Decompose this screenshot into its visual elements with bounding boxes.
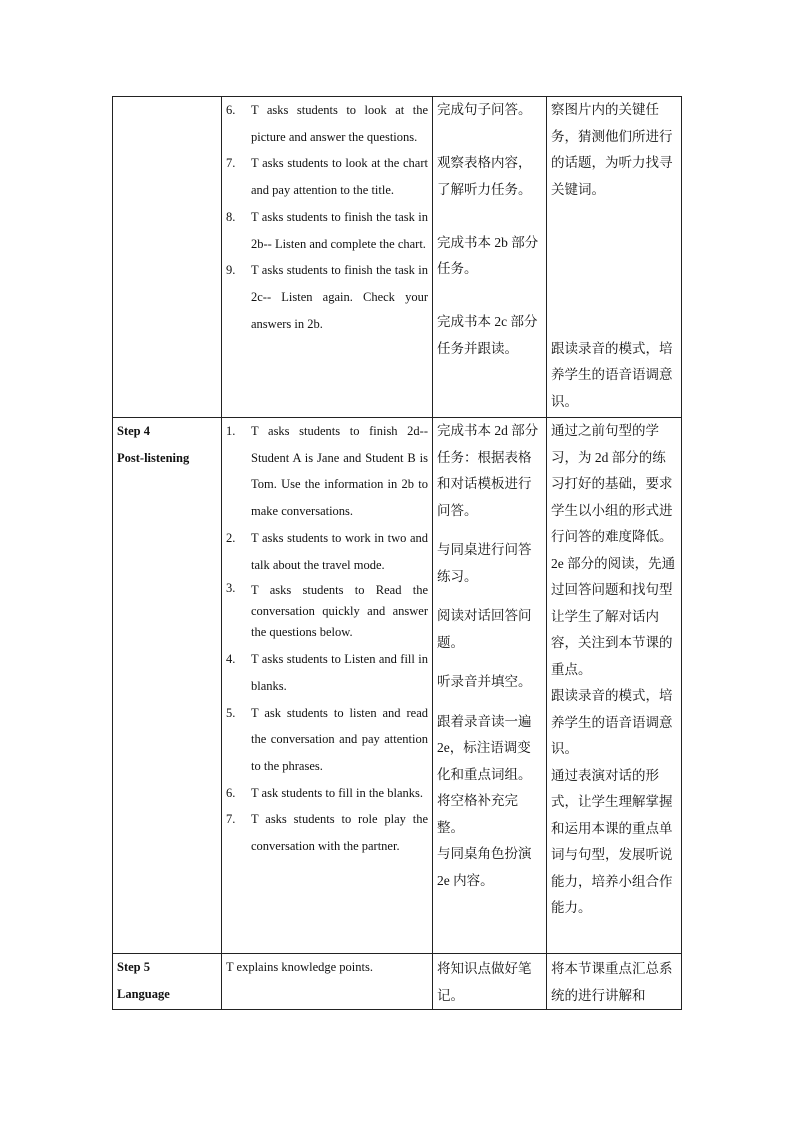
teacher-tasks-cell <box>222 97 433 418</box>
activity-text: 跟着录音读一遍 2e，标注语调变化和重点词组。 <box>437 713 532 782</box>
list-item <box>226 780 428 807</box>
activity-text: 完成书本 2c 部分任务并跟读。 <box>437 314 538 356</box>
design-purpose-cell <box>547 418 682 954</box>
task-text: T explains knowledge points. <box>226 960 373 974</box>
activity-text: 观察表格内容，了解听力任务。 <box>437 155 532 197</box>
activity-text: 完成书本 2d 部分任务：根据表格和对话模板进行问答。 <box>437 423 539 518</box>
item-text: T asks students to finish 2d-- Student A is Jane and Student B is Tom. Use the information in 2b to make conversations. <box>251 424 428 519</box>
item-number: 8. <box>226 209 236 224</box>
purpose-text: 通过之前句型的学习，为 2d 部分的练习打好的基础，要求学生以小组的形式进行问答的难度降低。 <box>551 423 673 544</box>
purpose-text: 跟读录音的模式，培养学生的语音语调意识。 <box>551 688 673 756</box>
list-item <box>226 646 428 699</box>
purpose-text: 将本节课重点汇总系统的进行讲解和 <box>551 961 673 1003</box>
list-item <box>226 578 428 646</box>
table-row <box>113 954 682 1010</box>
item-number: 2. <box>226 530 236 545</box>
step-number: Step 5 <box>117 960 150 974</box>
item-number: 3. <box>226 581 236 596</box>
activity-text: 将知识点做好笔记。 <box>437 961 532 1003</box>
design-purpose-cell <box>547 954 682 1010</box>
step-cell <box>113 97 222 418</box>
table-row <box>113 97 682 418</box>
student-activity-cell <box>433 97 547 418</box>
list-item <box>226 150 428 203</box>
task-list <box>226 97 428 337</box>
item-text: T asks students to look at the picture and answer the questions. <box>251 103 428 144</box>
item-number: 9. <box>226 263 236 278</box>
step-cell <box>113 954 222 1010</box>
step-title: Post-listening <box>117 450 190 465</box>
purpose-text: 察图片内的关键任务，猜测他们所进行的话题，为听力找寻关键词。 <box>551 102 673 197</box>
activity-text: 完成书本 2b 部分任务。 <box>437 234 539 276</box>
teacher-tasks-cell <box>222 418 433 954</box>
step-cell <box>113 418 222 954</box>
teacher-tasks-cell <box>222 954 433 1010</box>
activity-text: 与同桌角色扮演 2e 内容。 <box>437 846 532 888</box>
item-text: T asks students to work in two and talk about the travel mode. <box>251 530 428 572</box>
item-number: 5. <box>226 705 236 720</box>
step-number: Step 4 <box>117 424 150 438</box>
activity-text: 与同桌进行问答练习。 <box>437 542 532 584</box>
item-text: T asks students to finish the task in 2c-- Listen again. Check your answers in 2b. <box>251 263 428 331</box>
purpose-text: 跟读录音的模式，培养学生的语音语调意识。 <box>551 340 673 409</box>
activity-text: 听录音并填空。 <box>437 674 532 689</box>
design-purpose-cell <box>547 97 682 418</box>
item-text: T asks students to Listen and fill in blanks. <box>251 652 428 693</box>
purpose-text: 通过表演对话的形式，让学生理解掌握和运用本课的重点单词与句型，发展听说能力，培养小组合作能力。 <box>551 767 673 915</box>
item-text: T asks students to look at the chart and pay attention to the title. <box>251 156 428 198</box>
list-item <box>226 97 428 150</box>
item-number: 1. <box>226 424 236 438</box>
student-activity-cell <box>433 954 547 1010</box>
item-text: T asks students to Read the conversation quickly and answer the questions below. <box>251 583 428 640</box>
list-item <box>226 525 428 578</box>
table-row <box>113 418 682 954</box>
list-item <box>226 257 428 337</box>
item-number: 6. <box>226 103 236 117</box>
item-text: T asks students to finish the task in 2b-- Listen and complete the chart. <box>251 209 428 251</box>
item-number: 6. <box>226 785 236 800</box>
list-item <box>226 700 428 780</box>
student-activity-cell <box>433 418 547 954</box>
item-number: 4. <box>226 652 236 667</box>
activity-text: 完成句子问答。 <box>437 102 532 117</box>
activity-text: 阅读对话回答问题。 <box>437 608 532 650</box>
purpose-text: 2e 部分的阅读，先通过回答问题和找句型让学生了解对话内容，关注到本节课的重点。 <box>551 555 676 677</box>
lesson-plan-table <box>112 96 682 1010</box>
item-number: 7. <box>226 812 236 827</box>
item-text: T ask students to listen and read the conversation and pay attention to the phrases. <box>251 705 428 774</box>
list-item <box>226 806 428 859</box>
task-list <box>226 418 428 860</box>
list-item <box>226 204 428 257</box>
step-title: Language <box>117 986 170 1001</box>
item-number: 7. <box>226 156 236 171</box>
item-text: T asks students to role play the conversation with the partner. <box>251 812 428 854</box>
activity-text: 将空格补充完整。 <box>437 793 518 835</box>
item-text: T ask students to fill in the blanks. <box>251 785 423 800</box>
list-item <box>226 418 428 525</box>
